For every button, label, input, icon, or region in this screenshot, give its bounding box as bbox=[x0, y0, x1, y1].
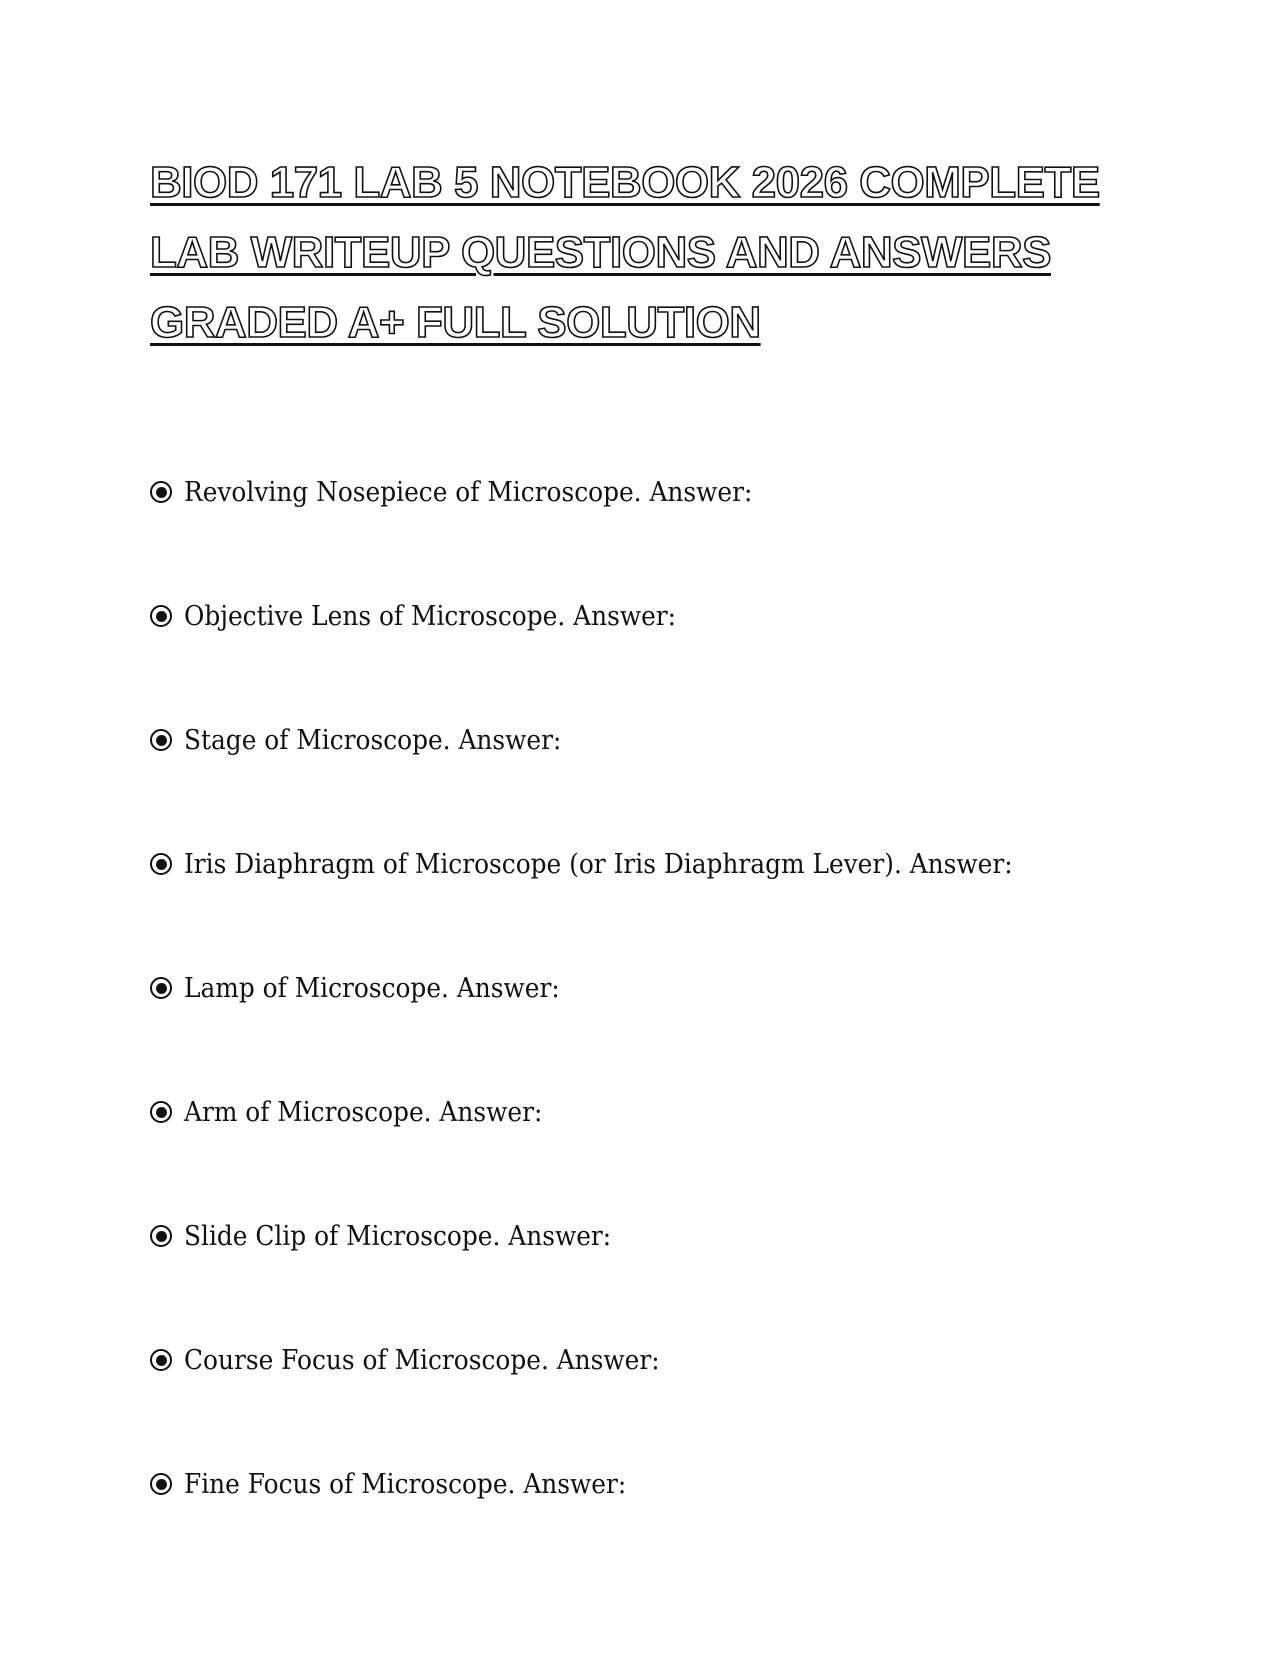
fisheye-bullet-icon bbox=[150, 1225, 172, 1247]
fisheye-bullet-icon bbox=[150, 853, 172, 875]
fisheye-bullet-icon bbox=[150, 605, 172, 627]
question-text: Stage of Microscope. Answer: bbox=[184, 724, 562, 756]
list-item bbox=[150, 1050, 1230, 1174]
list-item bbox=[150, 1298, 1230, 1422]
list-item bbox=[150, 678, 1230, 802]
question-text: Arm of Microscope. Answer: bbox=[184, 1096, 543, 1128]
list-item bbox=[150, 1422, 1230, 1546]
list-item bbox=[150, 554, 1230, 678]
fisheye-bullet-icon bbox=[150, 1101, 172, 1123]
title-line-2: LAB WRITEUP QUESTIONS AND ANSWERS bbox=[150, 228, 1052, 277]
question-text: Slide Clip of Microscope. Answer: bbox=[184, 1220, 612, 1252]
list-item bbox=[150, 430, 1230, 554]
list-item bbox=[150, 1174, 1230, 1298]
question-text: Iris Diaphragm of Microscope (or Iris Diaphragm Lever). Answer: bbox=[184, 848, 1013, 880]
question-text: Revolving Nosepiece of Microscope. Answer: bbox=[184, 476, 753, 508]
question-text: Course Focus of Microscope. Answer: bbox=[184, 1344, 660, 1376]
question-text: Objective Lens of Microscope. Answer: bbox=[184, 600, 677, 632]
fisheye-bullet-icon bbox=[150, 481, 172, 503]
document-title bbox=[150, 148, 1150, 358]
title-line-3: GRADED A+ FULL SOLUTION bbox=[150, 298, 761, 347]
question-text: Lamp of Microscope. Answer: bbox=[184, 972, 560, 1004]
fisheye-bullet-icon bbox=[150, 729, 172, 751]
fisheye-bullet-icon bbox=[150, 1473, 172, 1495]
question-text: Fine Focus of Microscope. Answer: bbox=[184, 1468, 627, 1500]
list-item bbox=[150, 802, 1230, 926]
question-list bbox=[150, 430, 1230, 1546]
fisheye-bullet-icon bbox=[150, 977, 172, 999]
list-item bbox=[150, 926, 1230, 1050]
title-line-1: BIOD 171 LAB 5 NOTEBOOK 2026 COMPLETE bbox=[150, 158, 1100, 207]
fisheye-bullet-icon bbox=[150, 1349, 172, 1371]
